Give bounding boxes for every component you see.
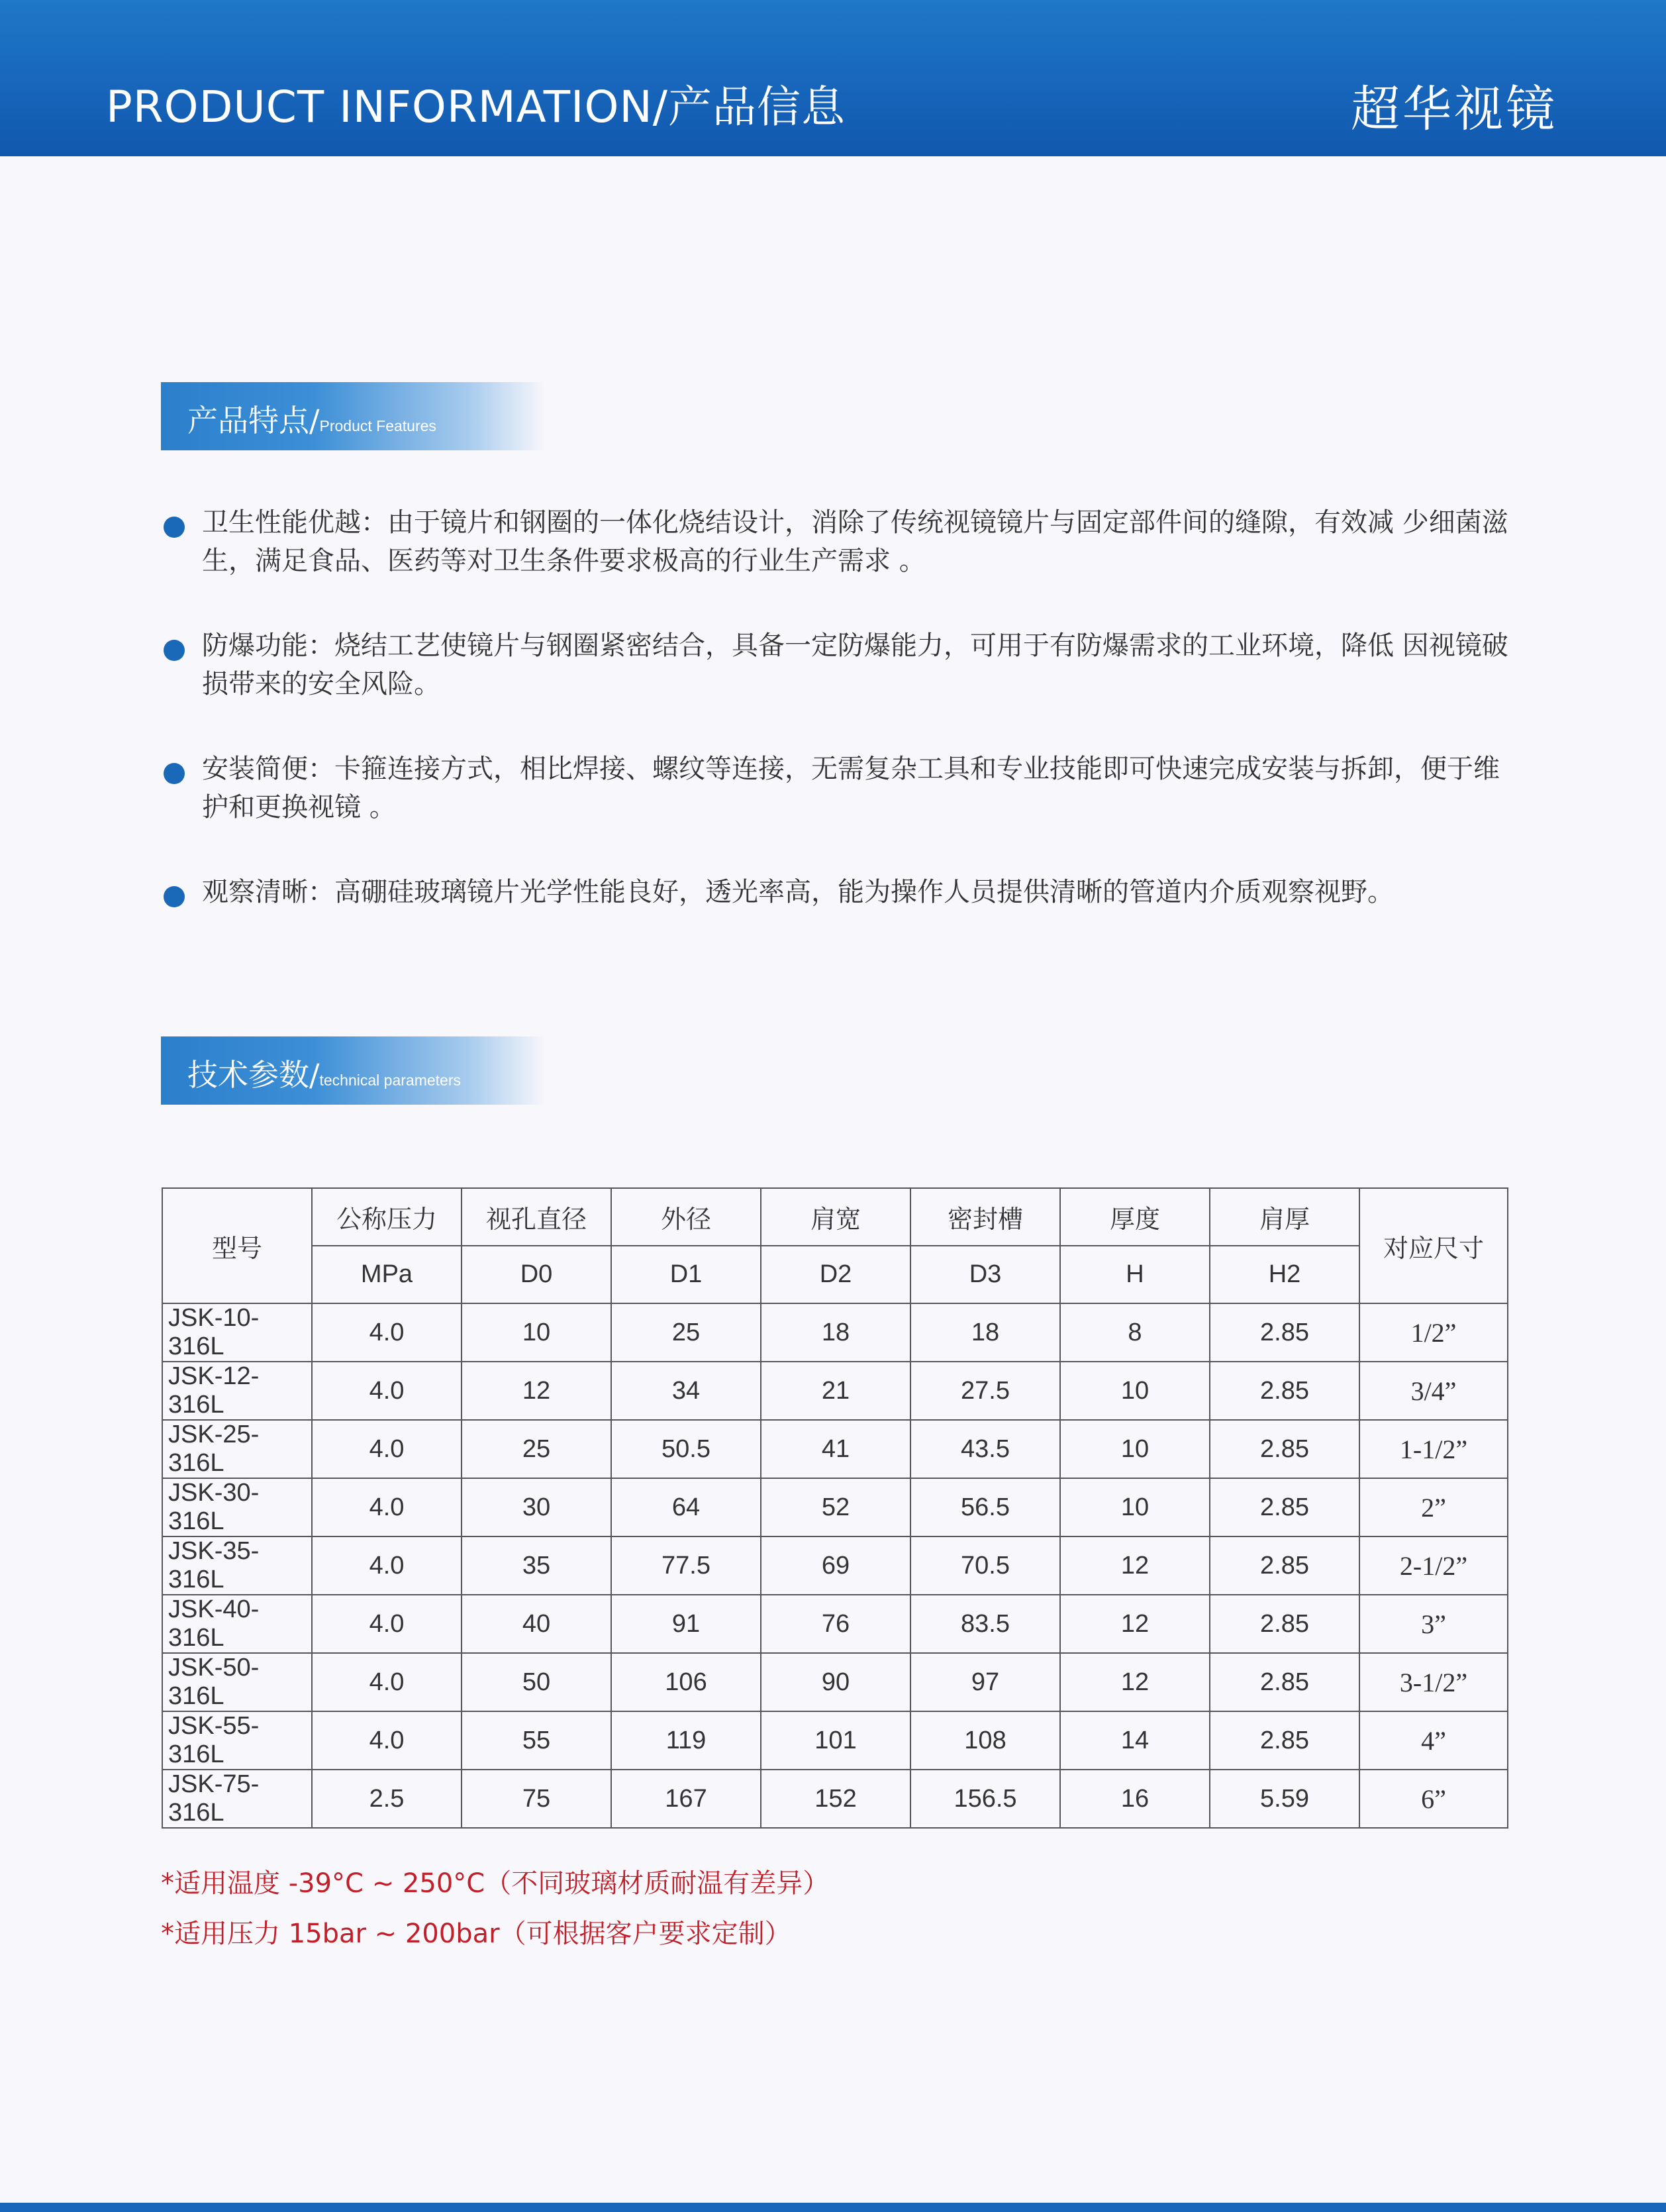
value-cell: 156.5 xyxy=(910,1770,1060,1828)
size-cell: 1/2” xyxy=(1359,1303,1508,1362)
value-cell: 2.85 xyxy=(1210,1536,1359,1595)
value-cell: 41 xyxy=(761,1420,910,1478)
value-cell: 21 xyxy=(761,1362,910,1420)
model-cell: JSK-25-316L xyxy=(162,1420,312,1478)
value-cell: 4.0 xyxy=(312,1362,462,1420)
params-title-zh: 技术参数/ xyxy=(187,1057,320,1093)
features-title-zh: 产品特点/ xyxy=(187,403,320,438)
value-cell: 35 xyxy=(462,1536,611,1595)
value-cell: 2.85 xyxy=(1210,1653,1359,1711)
value-cell: 69 xyxy=(761,1536,910,1595)
column-header: 密封槽 xyxy=(910,1188,1060,1246)
table-row xyxy=(162,1711,1508,1770)
value-cell: 40 xyxy=(462,1595,611,1653)
unit-header: H2 xyxy=(1210,1246,1359,1303)
value-cell: 64 xyxy=(611,1478,761,1536)
value-cell: 119 xyxy=(611,1711,761,1770)
size-cell: 3” xyxy=(1359,1595,1508,1653)
size-cell: 2” xyxy=(1359,1478,1508,1536)
column-header: 肩宽 xyxy=(761,1188,910,1246)
model-cell: JSK-12-316L xyxy=(162,1362,312,1420)
value-cell: 75 xyxy=(462,1770,611,1828)
feature-text: 观察清晰：高硼硅玻璃镜片光学性能良好，透光率高，能为操作人员提供清晰的管道内介质观察视野。 xyxy=(202,877,1394,907)
value-cell: 18 xyxy=(761,1303,910,1362)
column-header: 视孔直径 xyxy=(462,1188,611,1246)
unit-header: D0 xyxy=(462,1246,611,1303)
value-cell: 2.85 xyxy=(1210,1362,1359,1420)
feature-text: 卫生性能优越：由于镜片和钢圈的一体化烧结设计，消除了传统视镜镜片与固定部件间的缝隙，有效减 少细菌滋生，满足食品、医药等对卫生条件要求极高的行业生产需求 。 xyxy=(202,507,1508,576)
value-cell: 8 xyxy=(1060,1303,1210,1362)
params-section-tab xyxy=(161,1036,545,1105)
value-cell: 25 xyxy=(462,1420,611,1478)
size-cell: 6” xyxy=(1359,1770,1508,1828)
table-row xyxy=(162,1303,1508,1362)
value-cell: 14 xyxy=(1060,1711,1210,1770)
features-section-tab xyxy=(161,382,545,450)
value-cell: 2.5 xyxy=(312,1770,462,1828)
footer-bar xyxy=(0,2203,1666,2212)
value-cell: 2.85 xyxy=(1210,1478,1359,1536)
size-cell: 4” xyxy=(1359,1711,1508,1770)
table-row xyxy=(162,1478,1508,1536)
model-cell: JSK-35-316L xyxy=(162,1536,312,1595)
unit-header: D2 xyxy=(761,1246,910,1303)
value-cell: 97 xyxy=(910,1653,1060,1711)
bullet-dot-icon xyxy=(164,640,185,661)
value-cell: 83.5 xyxy=(910,1595,1060,1653)
model-header: 型号 xyxy=(162,1188,312,1303)
value-cell: 106 xyxy=(611,1653,761,1711)
temperature-note: *适用温度 -39°C ~ 250°C（不同玻璃材质耐温有差异） xyxy=(161,1868,830,1899)
value-cell: 4.0 xyxy=(312,1420,462,1478)
unit-header: H xyxy=(1060,1246,1210,1303)
value-cell: 50 xyxy=(462,1653,611,1711)
value-cell: 91 xyxy=(611,1595,761,1653)
value-cell: 108 xyxy=(910,1711,1060,1770)
value-cell: 2.85 xyxy=(1210,1595,1359,1653)
pressure-note: *适用压力 15bar ~ 200bar（可根据客户要求定制） xyxy=(161,1919,791,1949)
value-cell: 12 xyxy=(1060,1595,1210,1653)
table-row xyxy=(162,1420,1508,1478)
value-cell: 76 xyxy=(761,1595,910,1653)
page-header xyxy=(0,0,1666,156)
value-cell: 10 xyxy=(1060,1420,1210,1478)
table-row xyxy=(162,1362,1508,1420)
value-cell: 167 xyxy=(611,1770,761,1828)
size-cell: 2-1/2” xyxy=(1359,1536,1508,1595)
value-cell: 18 xyxy=(910,1303,1060,1362)
value-cell: 43.5 xyxy=(910,1420,1060,1478)
model-cell: JSK-10-316L xyxy=(162,1303,312,1362)
size-cell: 3/4” xyxy=(1359,1362,1508,1420)
value-cell: 34 xyxy=(611,1362,761,1420)
table-row xyxy=(162,1595,1508,1653)
feature-item xyxy=(161,503,1518,580)
notes xyxy=(161,1858,829,1959)
unit-header: D3 xyxy=(910,1246,1060,1303)
features-list xyxy=(161,503,1518,958)
feature-text: 安装简便：卡箍连接方式，相比焊接、螺纹等连接，无需复杂工具和专业技能即可快速完成安装与拆卸，便于维护和更换视镜 。 xyxy=(202,754,1500,823)
value-cell: 12 xyxy=(462,1362,611,1420)
table-header-row xyxy=(162,1188,1508,1246)
header-title: PRODUCT INFORMATION/产品信息 xyxy=(106,81,846,132)
column-header: 公称压力 xyxy=(312,1188,462,1246)
value-cell: 25 xyxy=(611,1303,761,1362)
column-header: 外径 xyxy=(611,1188,761,1246)
features-section-title xyxy=(187,397,436,440)
value-cell: 55 xyxy=(462,1711,611,1770)
value-cell: 5.59 xyxy=(1210,1770,1359,1828)
value-cell: 30 xyxy=(462,1478,611,1536)
model-cell: JSK-55-316L xyxy=(162,1711,312,1770)
value-cell: 10 xyxy=(1060,1478,1210,1536)
value-cell: 4.0 xyxy=(312,1536,462,1595)
parameters-table xyxy=(162,1187,1508,1829)
value-cell: 52 xyxy=(761,1478,910,1536)
params-section-title xyxy=(187,1051,461,1095)
table-row xyxy=(162,1653,1508,1711)
value-cell: 90 xyxy=(761,1653,910,1711)
bullet-dot-icon xyxy=(164,517,185,538)
value-cell: 12 xyxy=(1060,1653,1210,1711)
features-title-en: Product Features xyxy=(319,417,436,434)
value-cell: 56.5 xyxy=(910,1478,1060,1536)
table-row xyxy=(162,1770,1508,1828)
value-cell: 4.0 xyxy=(312,1303,462,1362)
size-header: 对应尺寸 xyxy=(1359,1188,1508,1303)
table-row xyxy=(162,1536,1508,1595)
value-cell: 2.85 xyxy=(1210,1711,1359,1770)
value-cell: 101 xyxy=(761,1711,910,1770)
value-cell: 16 xyxy=(1060,1770,1210,1828)
table-unit-row xyxy=(162,1246,1508,1303)
feature-item xyxy=(161,750,1518,827)
value-cell: 4.0 xyxy=(312,1595,462,1653)
bullet-dot-icon xyxy=(164,763,185,784)
value-cell: 10 xyxy=(1060,1362,1210,1420)
params-title-en: technical parameters xyxy=(319,1072,461,1089)
size-cell: 3-1/2” xyxy=(1359,1653,1508,1711)
value-cell: 2.85 xyxy=(1210,1420,1359,1478)
value-cell: 50.5 xyxy=(611,1420,761,1478)
bullet-dot-icon xyxy=(164,886,185,907)
value-cell: 70.5 xyxy=(910,1536,1060,1595)
column-header: 厚度 xyxy=(1060,1188,1210,1246)
value-cell: 12 xyxy=(1060,1536,1210,1595)
brand-title: 超华视镜 xyxy=(1351,81,1557,138)
value-cell: 27.5 xyxy=(910,1362,1060,1420)
value-cell: 2.85 xyxy=(1210,1303,1359,1362)
size-cell: 1-1/2” xyxy=(1359,1420,1508,1478)
model-cell: JSK-75-316L xyxy=(162,1770,312,1828)
feature-item xyxy=(161,873,1518,911)
value-cell: 152 xyxy=(761,1770,910,1828)
value-cell: 4.0 xyxy=(312,1478,462,1536)
value-cell: 10 xyxy=(462,1303,611,1362)
model-cell: JSK-40-316L xyxy=(162,1595,312,1653)
feature-item xyxy=(161,627,1518,703)
model-cell: JSK-30-316L xyxy=(162,1478,312,1536)
feature-text: 防爆功能：烧结工艺使镜片与钢圈紧密结合，具备一定防爆能力，可用于有防爆需求的工业环境，降低 因视镜破损带来的安全风险。 xyxy=(202,630,1508,699)
model-cell: JSK-50-316L xyxy=(162,1653,312,1711)
column-header: 肩厚 xyxy=(1210,1188,1359,1246)
unit-header: D1 xyxy=(611,1246,761,1303)
value-cell: 77.5 xyxy=(611,1536,761,1595)
value-cell: 4.0 xyxy=(312,1653,462,1711)
value-cell: 4.0 xyxy=(312,1711,462,1770)
unit-header: MPa xyxy=(312,1246,462,1303)
